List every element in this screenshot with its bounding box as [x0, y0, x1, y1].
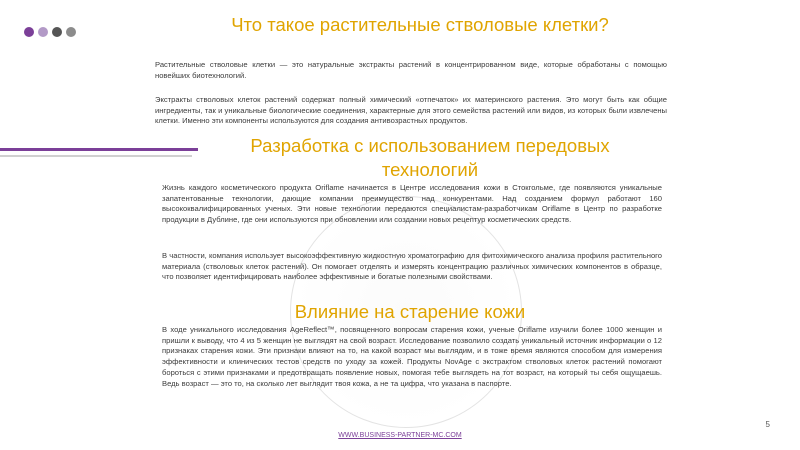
section-what-paragraph-1: Растительные стволовые клетки — это натуральные экстракты растений в концентрированном виде, которые обработаны с помощью новейших биотехнологий.	[155, 60, 667, 80]
section-aging-title: Влияние на старение кожи	[294, 301, 526, 322]
decorative-dots	[24, 27, 76, 37]
lilac-dot-icon	[38, 27, 48, 37]
dark-gray-dot-icon	[52, 27, 62, 37]
section-development-title: Разработка с использованием передовых технологий	[250, 135, 610, 180]
section-development-paragraph-2: В частности, компания использует высокоэффективную жидкостную хроматографию для фитохимического анализа профиля растительного материала (стволовых клеток растений). Он помогает отделять и измерять концентрацию различных химических компонентов в образце, что позволяет идентифицировать наиболее эффективные и богатые полезными свойствами.	[162, 251, 662, 282]
gray-divider	[0, 155, 192, 157]
footer-website-link[interactable]: WWW.BUSINESS-PARTNER-MC.COM	[338, 432, 462, 439]
section-development-paragraph-1: Жизнь каждого косметического продукта Oriflame начинается в Центре исследования кожи в Стокгольме, где появляются уникальные запатентованные технологии, дающие компании преимущество над конкурентами. Над созданием формул работают 160 высококвалифицированных ученых. Эти новые технологии передаются специалистам-разработчикам Oriflame в Центр по разработке продукции в Дублине, где они используются при обновлении или создании новых рецептур косметических средств.	[162, 183, 662, 225]
purple-divider	[0, 148, 198, 151]
gray-dot-icon	[66, 27, 76, 37]
page-number: 5	[765, 420, 770, 429]
section-what-title: Что такое растительные стволовые клетки?	[231, 14, 609, 35]
section-what-paragraph-2: Экстракты стволовых клеток растений содержат полный химический «отпечаток» их материнского растения. Это могут быть как общие ингредиенты, так и уникальные биологические соединения, характерные для этого семейства растений или видов, из которых были извлечены клетки. Именно эти компоненты используются для создания антивозрастных продуктов.	[155, 95, 667, 126]
purple-dot-icon	[24, 27, 34, 37]
section-aging-paragraph: В ходе уникального исследования AgeReflect™, посвященного вопросам старения кожи, ученые Oriflame изучили более 1000 женщин и пришли к выводу, что 4 из 5 женщин не выглядят на свой возраст. Исследование позволило создать уникальный источник информации о 12 признаках старения кожи. Эти признаки влияют на то, на какой возраст мы выглядим, и в тоже время являются способом для измерения эффективности и клинических тестов средств по уходу за кожей. Продукты NovAge с экстрактом стволовых клеток растений помогают бороться с этими признаками и предотвращать появление новых, помогая тебе выглядеть на тот возраст, на который ты себя ощущаешь. Ведь возраст — это то, на сколько лет выглядит твоя кожа, а не та цифра, что указана в паспорте.	[162, 325, 662, 388]
